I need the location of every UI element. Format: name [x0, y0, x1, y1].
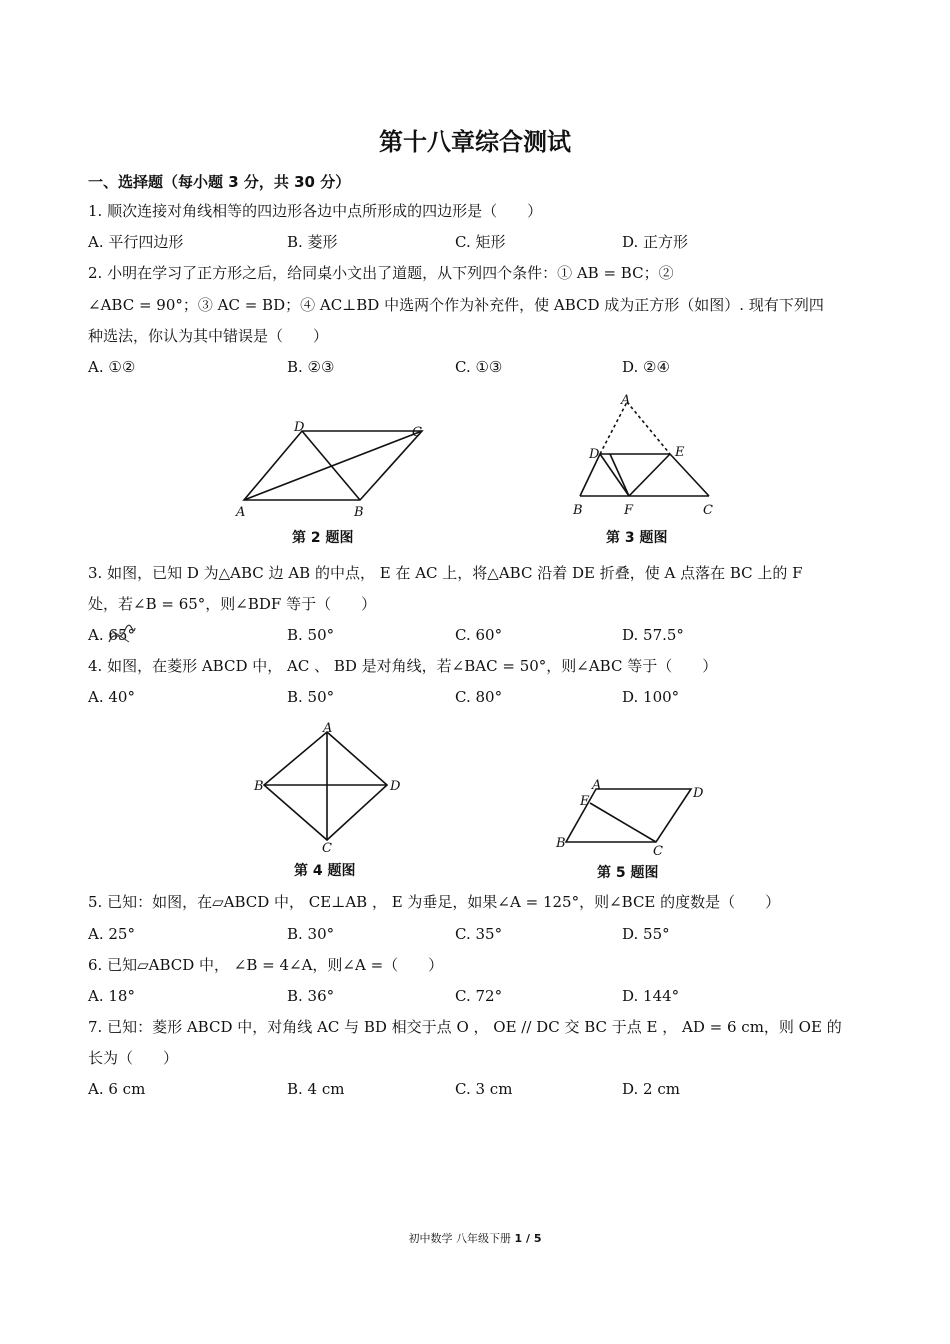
fig2-label-d: D — [294, 420, 305, 435]
question-2-text-line1: 2. 小明在学习了正方形之后，给同桌小文出了道题，从下列四个条件：① AB = BC；② — [88, 264, 674, 282]
fig5-label-d: D — [693, 786, 704, 801]
figure-4-caption: 第 4 题图 — [294, 863, 356, 879]
fig4-label-d: D — [390, 779, 401, 794]
q4-option-d: D. 100° — [622, 688, 680, 706]
question-4-text: 4. 如图，在菱形 ABCD 中， AC 、 BD 是对角线，若∠BAC = 50°，则∠ABC 等于（ ） — [88, 657, 718, 675]
figure-4-rhombus — [250, 720, 410, 855]
fig4-label-c: C — [322, 841, 332, 855]
figure-5-caption: 第 5 题图 — [597, 865, 659, 881]
q7-option-b: B. 4 cm — [287, 1080, 345, 1098]
fig4-label-b: B — [254, 779, 264, 794]
question-2-text-line3: 种选法，你认为其中错误是（ ） — [88, 327, 329, 345]
fig3-label-d: D — [589, 447, 600, 462]
question-3-text-line1: 3. 如图，已知 D 为△ABC 边 AB 的中点， E 在 AC 上，将△ABC 沿着 DE 折叠，使 A 点落在 BC 上的 F — [88, 564, 803, 582]
q6-option-c: C. 72° — [455, 987, 503, 1005]
fig2-label-a: A — [236, 505, 246, 520]
fig2-label-c: C — [412, 425, 422, 440]
q3-option-a: A. 65° — [88, 626, 135, 644]
page-number: 1 / 5 — [514, 1232, 542, 1245]
q1-option-b: B. 菱形 — [287, 233, 338, 251]
figure-3-triangle-fold — [565, 392, 725, 522]
q7-option-a: A. 6 cm — [88, 1080, 146, 1098]
q1-option-d: D. 正方形 — [622, 233, 689, 251]
q5-option-a: A. 25° — [88, 925, 135, 943]
q4-option-b: B. 50° — [287, 688, 335, 706]
q3-option-b: B. 50° — [287, 626, 335, 644]
q2-option-a: A. ①② — [88, 358, 136, 376]
figure-2-caption: 第 2 题图 — [292, 530, 354, 546]
q2-option-b: B. ②③ — [287, 358, 335, 376]
figure-2-parallelogram — [230, 420, 430, 520]
question-1-text: 1. 顺次连接对角线相等的四边形各边中点所形成的四边形是（ ） — [88, 202, 543, 220]
page-footer — [0, 1230, 950, 1246]
fig5-label-e: E — [580, 794, 590, 809]
fig3-label-c: C — [703, 503, 713, 518]
handwritten-mark-icon — [107, 624, 137, 646]
question-7-text-line2: 长为（ ） — [88, 1049, 179, 1067]
q4-option-a: A. 40° — [88, 688, 135, 706]
fig5-label-c: C — [653, 844, 663, 855]
question-3-text-line2: 处，若∠B = 65°，则∠BDF 等于（ ） — [88, 595, 377, 613]
q7-option-c: C. 3 cm — [455, 1080, 513, 1098]
section-heading: 一、选择题（每小题 3 分，共 30 分） — [88, 173, 351, 191]
question-6-text: 6. 已知▱ABCD 中， ∠B = 4∠A，则∠A =（ ） — [88, 956, 444, 974]
q3-option-d: D. 57.5° — [622, 626, 684, 644]
fig3-label-b: B — [573, 503, 583, 518]
figure-3-caption: 第 3 题图 — [606, 530, 668, 546]
fig3-label-f: F — [624, 503, 634, 518]
q4-option-c: C. 80° — [455, 688, 503, 706]
fig3-label-a: A — [621, 393, 631, 408]
q7-option-d: D. 2 cm — [622, 1080, 680, 1098]
figure-5-parallelogram — [550, 775, 715, 855]
footer-text: 初中数学 八年级下册 — [408, 1232, 515, 1245]
question-7-text-line1: 7. 已知：菱形 ABCD 中，对角线 AC 与 BD 相交于点 O ， OE // DC 交 BC 于点 E ， AD = 6 cm，则 OE 的 — [88, 1018, 842, 1036]
q6-option-b: B. 36° — [287, 987, 335, 1005]
q3-option-c: C. 60° — [455, 626, 503, 644]
page-title: 第十八章综合测试 — [379, 128, 571, 156]
q6-option-a: A. 18° — [88, 987, 135, 1005]
q2-option-d: D. ②④ — [622, 358, 670, 376]
fig5-label-b: B — [556, 836, 566, 851]
question-5-text: 5. 已知：如图，在▱ABCD 中， CE⊥AB ， E 为垂足，如果∠A = 125°，则∠BCE 的度数是（ ） — [88, 893, 781, 911]
fig5-label-a: A — [592, 778, 602, 793]
question-2-text-line2: ∠ABC = 90°；③ AC = BD；④ AC⊥BD 中选两个作为补充件，使 ABCD 成为正方形（如图）. 现有下列四 — [88, 296, 824, 314]
fig4-label-a: A — [323, 721, 333, 736]
q2-option-c: C. ①③ — [455, 358, 503, 376]
fig3-label-e: E — [675, 445, 685, 460]
fig2-label-b: B — [354, 505, 364, 520]
q1-option-a: A. 平行四边形 — [88, 233, 184, 251]
q5-option-b: B. 30° — [287, 925, 335, 943]
q1-option-c: C. 矩形 — [455, 233, 506, 251]
q6-option-d: D. 144° — [622, 987, 680, 1005]
q5-option-c: C. 35° — [455, 925, 503, 943]
q5-option-d: D. 55° — [622, 925, 670, 943]
